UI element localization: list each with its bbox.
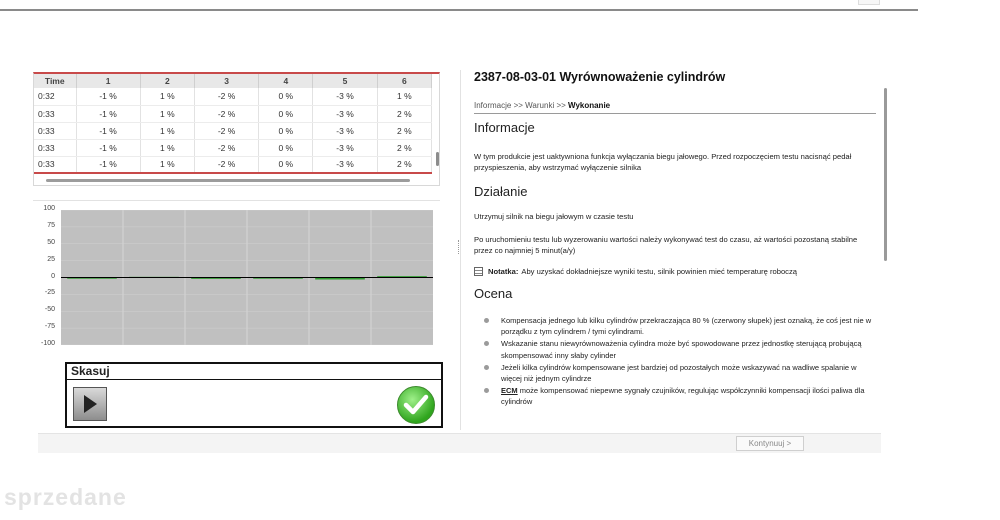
watermark-text: sprzedane <box>4 484 127 510</box>
left-panel <box>33 70 443 430</box>
table-cell: -3 % <box>313 139 377 156</box>
list-item: Wskazanie stanu niewyrównoważenia cylindra może być spowodowane przez jednostkę sterującą probującą skompensować inny słaby cylinder <box>474 338 874 360</box>
table-cell: -2 % <box>194 105 258 122</box>
y-tick-label: 100 <box>43 205 55 212</box>
table-cell: -2 % <box>194 88 258 105</box>
list-item: Jeżeli kilka cylindrów kompensowane jest bardziej od pozostałych może wskazywać na wadliwe spalanie w więcej niż jednym cylindrze <box>474 362 874 384</box>
table-cell: 1 % <box>377 88 431 105</box>
table-cell: 1 % <box>140 105 194 122</box>
table-header-row <box>34 74 432 88</box>
table-cell: -1 % <box>76 105 140 122</box>
note-label: Notatka: <box>488 267 519 277</box>
note-text: Aby uzyskać dokładniejsze wyniki testu, silnik powinien mieć temperaturę roboczą <box>521 267 798 277</box>
table-cell: 0 % <box>259 105 313 122</box>
y-tick-label: -75 <box>44 323 55 331</box>
header-cyl-3: 3 <box>194 74 258 88</box>
y-tick-label: -25 <box>44 289 55 297</box>
header-cyl-4: 4 <box>259 74 313 88</box>
cell-time: 0:33 <box>34 139 76 156</box>
values-grid <box>34 74 432 174</box>
header-cyl-1: 1 <box>76 74 140 88</box>
breadcrumb-wykonanie: Wykonanie <box>568 101 611 110</box>
section-title-dzialanie: Działanie <box>474 184 528 200</box>
reset-panel-title: Skasuj <box>67 364 441 380</box>
top-divider <box>0 9 918 11</box>
table-vertical-scrollbar[interactable] <box>436 152 439 166</box>
ecm-link[interactable]: ECM <box>501 386 518 396</box>
table-cell: 1 % <box>140 122 194 139</box>
page-title: 2387-08-03-01 Wyrównoważenie cylindrów <box>474 70 726 84</box>
y-tick-label: -50 <box>44 306 55 314</box>
play-icon <box>82 394 98 414</box>
header-cyl-6: 6 <box>377 74 431 88</box>
table-row <box>34 139 432 156</box>
bottom-toolbar <box>38 433 881 453</box>
cylinder-values-table[interactable] <box>33 72 440 186</box>
table-cell: 2 % <box>377 139 431 156</box>
list-item: Kompensacja jednego lub kilku cylindrów przekraczająca 80 % (czerwony słupek) jest oznaką, że coś jest nie w porządku z tym cylindrem / tymi cylindrami. <box>474 315 874 337</box>
checkmark-icon <box>403 394 429 416</box>
y-tick-label: 0 <box>51 272 55 280</box>
table-cell: 0 % <box>259 139 313 156</box>
section-title-informacje: Informacje <box>474 120 535 135</box>
table-cell: 0 % <box>259 156 313 173</box>
table-row <box>34 88 432 105</box>
confirm-button[interactable] <box>397 386 435 424</box>
table-cell: -2 % <box>194 156 258 173</box>
breadcrumb <box>474 101 610 110</box>
play-button[interactable] <box>73 387 107 421</box>
cell-time: 0:33 <box>34 156 76 173</box>
section-title-ocena: Ocena <box>474 286 513 302</box>
table-horizontal-scrollbar[interactable] <box>46 179 410 182</box>
table-cell: -3 % <box>313 105 377 122</box>
instructions-content <box>474 120 874 409</box>
header-cyl-5: 5 <box>313 74 377 88</box>
y-tick-label: -100 <box>40 340 55 347</box>
table-cell: -2 % <box>194 139 258 156</box>
cell-time: 0:32 <box>34 88 76 105</box>
chart-plot-area <box>61 210 433 345</box>
breadcrumb-separator: >> <box>513 101 523 110</box>
cell-time: 0:33 <box>34 122 76 139</box>
content-scrollbar[interactable] <box>884 88 887 261</box>
breadcrumb-warunki[interactable]: Warunki <box>525 101 555 110</box>
table-cell: 1 % <box>140 139 194 156</box>
table-cell: 2 % <box>377 105 431 122</box>
breadcrumb-informacje[interactable]: Informacje <box>474 101 512 110</box>
table-cell: 1 % <box>140 88 194 105</box>
compensation-chart <box>33 205 440 345</box>
cell-time: 0:33 <box>34 105 76 122</box>
window-corner-tab <box>858 0 880 5</box>
evaluation-list <box>474 315 874 408</box>
panel-divider <box>33 200 440 201</box>
table-row <box>34 122 432 139</box>
table-cell: 0 % <box>259 88 313 105</box>
table-cell: -1 % <box>76 88 140 105</box>
y-tick-label: 25 <box>47 255 55 263</box>
table-cell: -1 % <box>76 139 140 156</box>
table-row <box>34 105 432 122</box>
section-text-dzialanie-2: Po uruchomieniu testu lub wyzerowaniu wartości należy wykonywać test do czasu, aż wartości pozostaną stabilne przez co najmniej 5 minut(a/y) <box>474 234 858 255</box>
section-text-informacje: W tym produkcie jest uaktywniona funkcja wyłączania biegu jałowego. Przed rozpoczęciem testu nacisnąć pedał przyspieszenia, aby wstrzymać wyłączenie silnika <box>474 152 852 173</box>
table-cell: 2 % <box>377 122 431 139</box>
table-cell: 1 % <box>140 156 194 173</box>
breadcrumb-divider <box>474 113 876 114</box>
y-tick-label: 50 <box>47 238 55 246</box>
table-cell: -3 % <box>313 122 377 139</box>
section-text-dzialanie-1: Utrzymuj silnik na biegu jałowym w czasie testu <box>474 212 634 222</box>
table-cell: 0 % <box>259 122 313 139</box>
reset-panel <box>65 362 443 428</box>
table-cell: -3 % <box>313 88 377 105</box>
table-cell: 2 % <box>377 156 431 173</box>
y-tick-label: 75 <box>47 221 55 229</box>
breadcrumb-separator: >> <box>556 101 566 110</box>
list-item <box>474 385 874 407</box>
instructions-panel <box>460 70 890 430</box>
table-row <box>34 156 432 173</box>
header-cyl-2: 2 <box>140 74 194 88</box>
note-icon <box>474 267 483 276</box>
table-cell: -1 % <box>76 122 140 139</box>
table-cell: -3 % <box>313 156 377 173</box>
note-block <box>474 267 874 276</box>
header-time: Time <box>34 74 76 88</box>
table-cell: -1 % <box>76 156 140 173</box>
list-item-text: może kompensować niepewne sygnały czujników, regulując współczynniki kompensacji ilości paliwa dla cylindrów <box>501 386 865 407</box>
continue-button[interactable]: Kontynuuj > <box>736 436 804 451</box>
table-cell: -2 % <box>194 122 258 139</box>
